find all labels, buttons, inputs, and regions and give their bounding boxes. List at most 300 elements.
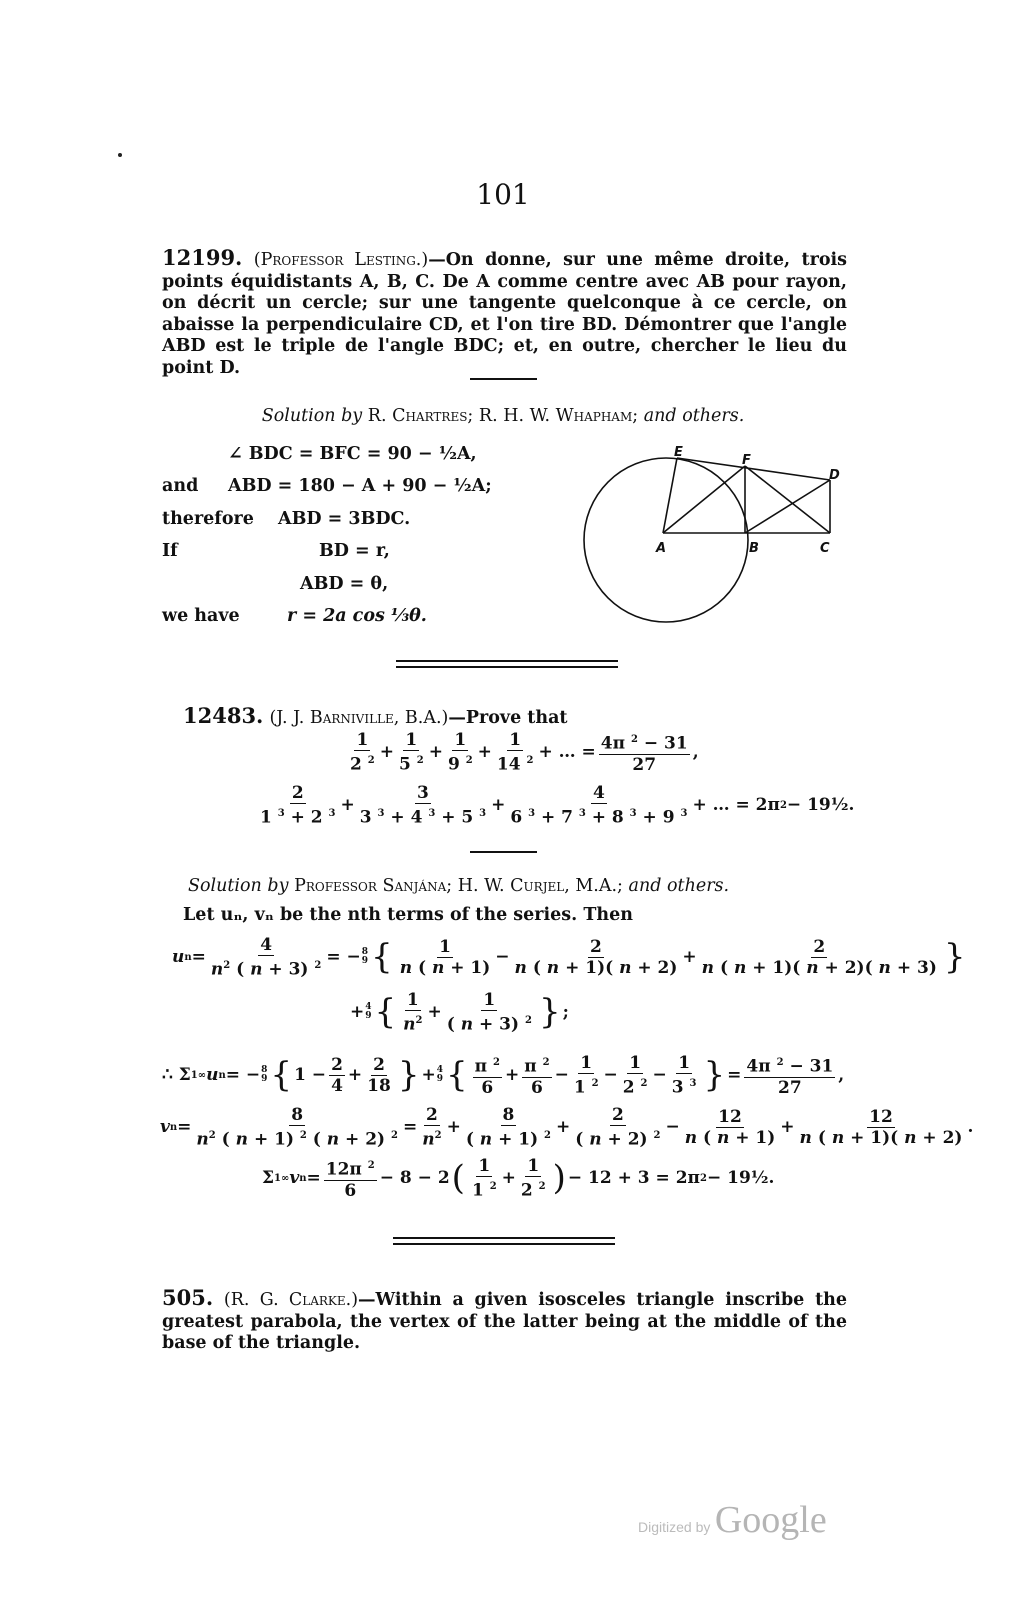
solution-line: ∠ BDC = BFC = 90 − ½A, [228,444,477,464]
math-text: ( [697,1127,717,1148]
fraction [621,1053,650,1098]
math-text: π [474,1056,493,1077]
superscript: 2 [391,1130,398,1141]
solution-line: BD = r, [319,541,390,561]
math-text: + 5 [435,807,480,828]
fraction [194,1105,400,1150]
math-text: 1 [478,1156,491,1176]
math-text: ( [811,1127,832,1148]
denominator [194,1126,400,1150]
problem-number: 505. [162,1285,214,1310]
solution-line-lead: therefore [162,509,254,529]
fraction [573,1105,662,1150]
math-text: + 8 [585,807,630,828]
math-text: = − [225,1065,261,1086]
denominator [529,1078,545,1098]
brace: } [538,992,561,1033]
math-text: + 2) [601,1129,654,1150]
math-text: 4 [331,1075,343,1096]
math-text: + 7 [535,807,579,828]
numerator [290,783,306,804]
math-text: 1 [356,730,369,750]
math-variable: n [619,957,632,978]
math-variable: n [235,1129,249,1150]
math-variable: n [210,959,224,980]
math-text: , [838,1065,845,1086]
fraction [398,937,493,978]
math-variable: n [422,1129,435,1150]
math-variable: v [289,1168,300,1189]
fraction [397,730,426,775]
math-text: ( [412,957,432,978]
math-text: 6 [344,1180,357,1201]
fraction [446,730,475,775]
solution-header: Solution by Professor Sanjána; H. W. Curjel, M.A.; and others. [188,876,730,896]
math-text: + 1) [444,957,491,978]
math-text: = [177,1117,192,1138]
math-text: 5 [398,754,417,775]
numerator [437,937,453,958]
numerator [452,730,468,751]
superscript: ∞ [197,1069,207,1081]
numerator [405,990,421,1011]
denominator [683,1128,778,1148]
math-text: 4 [592,783,605,803]
let-line: Let uₙ, vₙ be the nth terms of the series. Then [183,905,633,925]
line-ae [663,458,677,533]
math-text: − [652,1065,667,1086]
math-text: ( [714,957,734,978]
math-variable: n [399,957,413,978]
numerator [716,1107,744,1128]
math-variable: n [878,957,891,978]
superscript: 3 [328,808,336,819]
math-text: 12 [869,1106,893,1127]
fraction [464,1105,553,1150]
numerator [329,1055,345,1076]
denominator: 9 [261,1074,268,1085]
brace: ( [451,1158,465,1199]
fraction [445,990,534,1035]
solution-line-lead: we have [162,606,240,626]
numerator [476,1156,492,1177]
math-text: − [554,1065,569,1086]
superscript: 2 [538,1181,546,1192]
superscript: 2 [544,1130,552,1141]
numerator [867,1107,895,1128]
superscript: 2 [223,960,231,971]
numerator [591,783,607,804]
superscript: 2 [367,1160,375,1171]
math-text: + 1)( [844,1127,905,1148]
brace: { [371,937,393,978]
superscript: 2 [415,1015,423,1026]
double-divider [393,1237,615,1245]
math-text: + 1) [492,1129,545,1150]
denominator [513,958,680,978]
math-text: + 1) [729,1127,776,1148]
math-text: 3 [359,807,378,828]
fraction [572,1053,601,1098]
math-text: − 8 − 2 [379,1168,450,1189]
math-variable: n [716,1127,730,1148]
math-text: 1 [483,990,496,1010]
superscript: 3 [528,808,536,819]
superscript: 2 [489,1181,497,1192]
math-text: = [402,1117,418,1138]
math-text: 2 [520,1180,539,1201]
math-text: 2 [373,1054,385,1075]
math-text: 1 − [294,1065,327,1086]
math-text: ( [215,1129,236,1150]
math-text: 1 [678,1053,691,1073]
numerator [289,1105,305,1126]
math-text: + 3) [262,959,315,980]
denominator [342,1181,358,1201]
formula [255,783,854,828]
superscript: 3 [428,808,436,819]
math-text: + [421,1065,436,1086]
numerator [403,730,419,751]
numerator [525,1156,541,1177]
math-text: − 31 [783,1056,834,1077]
superscript: 2 [640,1078,648,1089]
math-text: 2 [425,1105,438,1125]
math-variable: u [172,947,185,968]
denominator [798,1128,965,1148]
math-variable: v [160,1117,170,1138]
math-text: + 2) [916,1127,963,1148]
small-fraction [362,948,368,966]
math-text: + 3) [890,957,937,978]
denominator [670,1074,699,1098]
math-variable: n [250,959,263,980]
problem-text: —On donne, sur une même droite, trois points équidistants A, B, C. De A comme centre avec AB pour rayon, on décrit un cercle; sur une tangente quelconque à ce cercle, on abaisse la perpendiculaire CD, et l'on tire BD. Démontrer que l'angle ABD est le triple de l'angle BDC; et, en outre, chercher le lieu du point D. [162,250,847,378]
formula [160,1105,973,1150]
superscript: 2 [779,799,787,811]
math-variable: n [799,1127,812,1148]
math-text: + 1)( [746,957,807,978]
math-text: 1 [471,1180,490,1201]
math-text: 2 [331,1054,343,1075]
math-text: − [665,1117,680,1138]
superscript: 2 [524,1015,532,1026]
math-variable: n [806,957,819,978]
superscript: 2 [465,755,473,766]
line-af [663,466,745,533]
subscript: 1 [190,1069,198,1081]
formula [162,1053,844,1098]
math-text: 9 [447,754,466,775]
denominator [572,1074,601,1098]
divider [470,851,537,853]
math-text: , [692,742,699,763]
superscript: 3 [479,808,487,819]
math-text: 2 [622,1077,641,1098]
denominator [776,1078,804,1098]
math-text: π [524,1056,543,1077]
math-variable: n [546,957,560,978]
brace: } [943,937,966,978]
superscript: 3 [629,808,637,819]
geometry-figure [570,440,850,640]
numerator [627,1053,643,1074]
denominator [700,958,939,978]
numerator [481,990,497,1011]
math-text: − [495,947,510,968]
math-text: + 2) [631,957,678,978]
line-fc [745,466,830,533]
fraction [744,1053,835,1098]
numerator [371,1055,387,1076]
math-text: ∴ Σ [162,1065,191,1086]
math-text: ( [446,1014,461,1035]
superscript: 3 [578,808,586,819]
math-variable: n [589,1129,602,1150]
fraction [365,1055,393,1096]
math-text: 2 [590,936,602,957]
solution-line: r = 2a cos ⅓θ. [287,606,427,626]
problem-number: 12483. [183,703,264,728]
denominator [573,1126,662,1150]
superscript: 2 [699,1172,707,1184]
math-text: 4π [600,733,631,754]
math-text: + [780,1117,795,1138]
google-watermark: Digitized by Google [638,1499,827,1541]
numerator [588,937,604,958]
brace: { [445,1055,468,1096]
math-text: + … = [538,742,596,763]
math-text: 1 [573,1077,592,1098]
denominator [329,1076,345,1096]
problem-author: (Professor Lesting.) [253,250,429,270]
math-text: + [477,742,492,763]
fraction [683,1107,778,1148]
problem-number: 12199. [162,245,243,270]
math-text: + 3) [473,1014,525,1035]
numerator [676,1053,692,1074]
math-text: + [491,795,506,816]
math-text: ; [562,1002,569,1023]
math-variable: n [196,1129,209,1150]
numerator [610,1105,626,1126]
math-text: + [428,742,443,763]
numerator [473,1053,502,1078]
fraction [599,730,690,775]
math-text: 6 [530,1077,543,1098]
superscript: 2 [630,734,638,745]
math-text: + [340,795,355,816]
denominator [495,751,536,775]
fraction [358,783,488,828]
brace: } [397,1055,420,1096]
math-text: + 4 [384,807,429,828]
superscript: 2 [367,755,375,766]
numerator [415,783,431,804]
line-bd [745,480,830,533]
fraction [324,1156,377,1201]
numerator [578,1053,594,1074]
formula [262,1156,774,1201]
superscript: 3 [377,808,385,819]
problem-author: (R. G. Clarke.) [223,1290,359,1310]
fraction [700,937,939,978]
superscript: 2 [314,960,322,971]
subscript: n [169,1121,178,1133]
denominator [348,751,377,775]
numerator [744,1053,835,1078]
math-text: 1 [439,936,451,957]
superscript: 3 [680,808,688,819]
circle [584,458,748,622]
formula [345,730,699,775]
math-text: + 2) [339,1129,392,1150]
math-text: ( [306,1129,327,1150]
math-text: ( [575,1129,590,1150]
small-fraction [365,1003,371,1021]
problem-12483 [183,705,568,730]
small-fraction [261,1066,267,1084]
problem-author: (J. J. Barniville, B.A.) [269,708,449,728]
numerator [424,1105,440,1126]
solution-line-lead: If [162,541,178,561]
math-variable: n [431,957,445,978]
math-text: − 31 [637,733,688,754]
superscript: 3 [689,1078,697,1089]
solution-line-lead: and [162,476,199,496]
problem-text: —Prove that [448,708,568,728]
numerator [501,1105,517,1126]
denominator [470,1177,499,1201]
math-text: + 2 [284,807,329,828]
denominator [508,804,689,828]
math-text: − 19½. [706,1168,775,1189]
math-text: + [682,947,697,968]
divider [470,378,537,380]
math-text: = [306,1168,321,1189]
math-text: 8 [291,1105,304,1125]
label-c: C [820,541,830,556]
superscript: 2 [542,1057,550,1068]
math-text: + 1)( [559,957,620,978]
brace: } [703,1055,726,1096]
superscript: 2 [493,1057,500,1068]
math-text: 1 [406,990,419,1010]
math-text: ( [465,1129,480,1150]
math-text: + [350,1002,365,1023]
math-text: . [967,1117,974,1138]
math-text: + [504,1065,520,1086]
numerator [324,1156,377,1181]
math-text: 1 [629,1053,642,1073]
denominator [358,804,488,828]
fraction [798,1107,965,1148]
denominator [621,1074,650,1098]
label-a: A [656,541,667,556]
fraction [470,1156,499,1201]
problem-12199 [162,247,847,379]
brace: ) [552,1158,566,1199]
denominator [519,1177,548,1201]
denominator [398,958,493,978]
superscript: 2 [416,755,424,766]
denominator [464,1126,553,1150]
numerator [507,730,523,751]
math-variable: n [701,957,715,978]
double-divider [396,660,618,668]
numerator [599,730,690,755]
math-text: ( [526,957,547,978]
denominator [630,755,658,775]
solution-header: Solution by R. Chartres; R. H. W. Whapham; and others. [261,406,745,426]
math-text: 8 [502,1105,515,1125]
numerator: 4 [365,1002,372,1013]
math-text: + 9 [636,807,681,828]
numerator: 8 [361,947,369,958]
math-text: + [446,1117,461,1138]
formula [172,935,968,980]
superscript: 2 [208,1130,216,1141]
math-text: − 12 + 3 = 2π [567,1168,700,1189]
math-variable: u [206,1065,219,1086]
superscript: 2 [299,1130,307,1141]
fraction [670,1053,699,1098]
small-fraction [437,1066,443,1084]
fraction [522,1053,551,1098]
math-text: + [556,1117,571,1138]
math-text: + 1) [248,1129,300,1150]
math-variable: n [326,1129,340,1150]
math-text: − 19½. [786,795,855,816]
denominator [420,1126,443,1150]
math-text: = [191,947,206,968]
math-variable: n [831,1127,845,1148]
label-b: B [749,541,759,556]
math-text: 2 [611,1105,624,1125]
fraction [401,990,424,1035]
problem-505 [162,1287,847,1355]
denominator [397,751,426,775]
math-text: Σ [262,1168,275,1189]
subscript: n [218,1069,226,1081]
math-text: = − [326,947,361,968]
math-text: ( [230,959,251,980]
math-text: + [427,1002,442,1023]
math-text: 1 [260,807,278,828]
fraction [513,937,680,978]
math-text: + [347,1065,363,1086]
math-text: 12 [718,1106,742,1127]
numerator [354,730,370,751]
fraction [348,730,377,775]
subscript: 1 [274,1172,281,1184]
fraction [420,1105,443,1150]
math-text: 3 [417,783,429,803]
page-number: 101 [476,178,530,211]
math-text: + … = 2π [692,795,780,816]
label-d: D [829,468,840,483]
math-text: 14 [496,754,527,775]
denominator: 9 [361,956,369,967]
superscript: 2 [776,1057,784,1068]
math-text: 6 [510,807,529,828]
math-text: 1 [405,730,418,750]
superscript: 2 [591,1078,599,1089]
denominator [209,956,323,980]
fraction [329,1055,345,1096]
math-text: 27 [632,754,657,775]
google-logo: Google [714,1499,827,1541]
